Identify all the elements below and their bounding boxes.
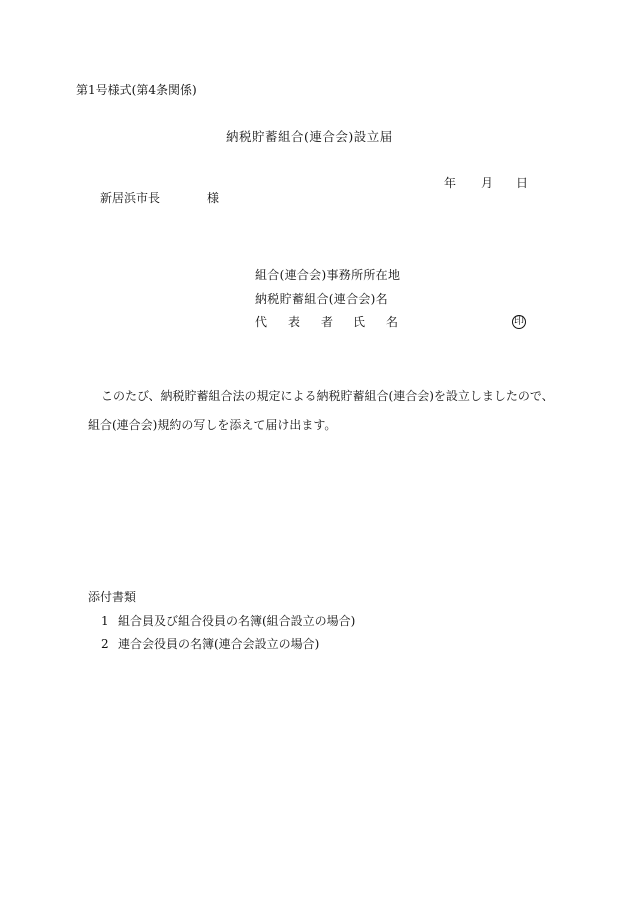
attachments-heading: 添付書類 (88, 590, 137, 604)
office-address-label: 組合(連合会)事務所所在地 (255, 268, 401, 282)
addressee-name: 新居浜市長 (100, 191, 161, 205)
date-year: 年 (444, 176, 457, 190)
document-title: 納税貯蓄組合(連合会)設立届 (226, 129, 393, 144)
rep-char-1: 代 (255, 315, 268, 329)
date-day: 日 (516, 176, 529, 190)
attachment-number: 2 (101, 637, 109, 651)
attachment-text: 組合員及び組合役員の名簿(組合設立の場合) (118, 614, 356, 628)
body-line-1: このたび、納税貯蓄組合法の規定による納税貯蓄組合(連合会)を設立しましたので、 (101, 389, 554, 403)
rep-char-3: 者 (321, 315, 334, 329)
rep-char-5: 名 (386, 315, 399, 329)
seal-icon: 印 (514, 316, 524, 327)
addressee-honorific: 様 (207, 191, 220, 205)
rep-char-2: 表 (288, 315, 301, 329)
body-line-2: 組合(連合会)規約の写しを添えて届け出ます。 (88, 418, 337, 432)
union-name-label: 納税貯蓄組合(連合会)名 (255, 292, 388, 306)
attachment-text: 連合会役員の名簿(連合会設立の場合) (118, 637, 320, 651)
attachment-number: 1 (101, 614, 109, 628)
rep-char-4: 氏 (353, 315, 366, 329)
date-month: 月 (481, 176, 494, 190)
form-number: 第1号様式(第4条関係) (76, 83, 197, 97)
